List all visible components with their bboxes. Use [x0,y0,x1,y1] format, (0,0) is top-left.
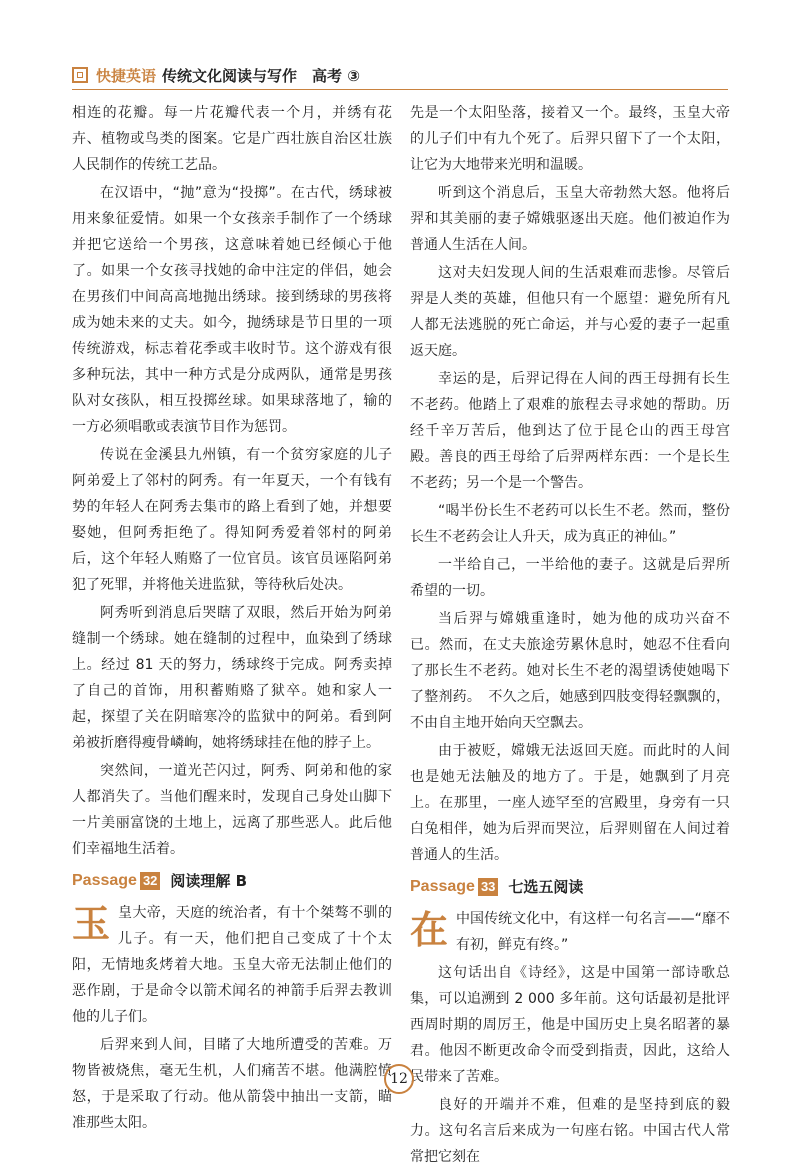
brand-name: 快捷英语 [96,67,157,85]
header-divider [72,89,728,90]
paragraph: 当后羿与嫦娥重逢时，她为他的成功兴奋不已。然而，在丈夫旅途劳累休息时，她忍不住看向了那长生不老药。她对长生不老的渴望诱使她喝下了整剂药。 不久之后，她感到四肢变得轻飘飘的，不由自主地开始向天空飘去。 [410,611,730,731]
paragraph: “喝半份长生不老药可以长生不老。然而，整份长生不老药会让人升天，成为真正的神仙。” [410,503,730,545]
paragraph: 这句话出自《诗经》，这是中国第一部诗歌总集，可以追溯到 2 000 多年前。这句话最初是批评西周时期的周厉王，他是中国历史上臭名昭著的暴君。他因不断更改命令而受到指责，因此，这给人民带来了苦难。 [410,965,730,1085]
book-title: 传统文化阅读与写作 高考 ③ [162,67,360,85]
brand-logo-icon [72,67,88,83]
passage-32-first-paragraph [72,900,392,1030]
first-paragraph-text: 中国传统文化中，有这样一句名言——“靡不有初，鲜克有终。” [456,911,730,953]
paragraph: 良好的开端并不难，但难的是坚持到底的毅力。这句名言后来成为一句座右铭。中国古代人常常把它刻在 [410,1097,730,1165]
paragraph: 阿秀听到消息后哭瞎了双眼，然后开始为阿弟缝制一个绣球。她在缝制的过程中，血染到了绣球上。经过 81 天的努力，绣球终于完成。阿秀卖掉了自己的首饰，用积蓄贿赂了狱卒。她和家人一起，探望了关在阴暗寒冷的监狱中的阿弟。看到阿弟被折磨得瘦骨嶙峋，她将绣球挂在他的脖子上。 [72,605,392,751]
passage-label: Passage [72,872,137,889]
paragraph: 听到这个消息后，玉皇大帝勃然大怒。他将后羿和其美丽的妻子嫦娥驱逐出天庭。他们被迫作为普通人生活在人间。 [410,185,730,253]
paragraph: 相连的花瓣。每一片花瓣代表一个月，并绣有花卉、植物或鸟类的图案。它是广西壮族自治区壮族人民制作的传统工艺品。 [72,105,392,173]
paragraph: 一半给自己，一半给他的妻子。这就是后羿所希望的一切。 [410,557,730,599]
left-column [72,100,392,1138]
drop-cap: 在 [410,907,449,952]
page-header [72,63,728,91]
paragraph: 传说在金溪县九州镇，有一个贫穷家庭的儿子阿弟爱上了邻村的阿秀。有一年夏天，一个有钱有势的年轻人在阿秀去集市的路上看到了她，并想要娶她，但阿秀拒绝了。得知阿秀爱着邻村的阿弟后，这个年轻人贿赂了一位官员。该官员诬陷阿弟犯了死罪，并将他关进监狱，等待秋后处决。 [72,447,392,593]
paragraph: 由于被贬，嫦娥无法返回天庭。而此时的人间也是她无法触及的地方了。于是，她飘到了月亮上。在那里，一座人迹罕至的宫殿里，身旁有一只白兔相伴，她为后羿而哭泣，后羿则留在人间过着普通人的生活。 [410,743,730,863]
passage-number-badge: 32 [140,872,160,890]
paragraph: 后羿来到人间，目睹了大地所遭受的苦难。万物皆被烧焦，毫无生机，人们痛苦不堪。他满腔愤怒，于是采取了行动。他从箭袋中抽出一支箭，瞄准那些太阳。 [72,1037,392,1131]
passage-33-first-paragraph [410,906,730,958]
first-paragraph-text: 皇大帝，天庭的统治者，有十个桀骜不驯的儿子。有一天，他们把自己变成了十个太阳，无情地炙烤着大地。玉皇大帝无法制止他们的恶作剧，于是命令以箭术闻名的神箭手后羿去教训他的儿子们。 [72,905,392,1025]
paragraph: 先是一个太阳坠落，接着又一个。最终，玉皇大帝的儿子们中有九个死了。后羿只留下了一个太阳，让它为大地带来光明和温暖。 [410,105,730,173]
passage-32-heading [72,868,392,894]
right-column [410,100,730,1172]
passage-title: 七选五阅读 [508,878,584,896]
passage-label: Passage [410,878,475,895]
paragraph: 在汉语中，“抛”意为“投掷”。在古代，绣球被用来象征爱情。如果一个女孩亲手制作了一个绣球并把它送给一个男孩，这意味着她已经倾心于他了。如果一个女孩寻找她的命中注定的伴侣，她会在男孩们中间高高地抛出绣球。接到绣球的男孩将成为她未来的丈夫。如今，抛绣球是节日里的一项传统游戏，标志着花季或丰收时节。这个游戏有很多种玩法，其中一种方式是分成两队，通常是男孩队对女孩队，相互投掷丝球。如果球落地了，输的一方必须唱歌或表演节目作为惩罚。 [72,185,392,435]
passage-33-heading [410,874,730,900]
drop-cap: 玉 [72,901,111,946]
page-number: 12 [384,1064,414,1094]
paragraph: 突然间，一道光芒闪过，阿秀、阿弟和他的家人都消失了。当他们醒来时，发现自己身处山脚下一片美丽富饶的土地上，远离了那些恶人。此后他们幸福地生活着。 [72,763,392,857]
paragraph: 幸运的是，后羿记得在人间的西王母拥有长生不老药。他踏上了艰难的旅程去寻求她的帮助。历经千辛万苦后，他到达了位于昆仑山的西王母宫殿。善良的西王母给了后羿两样东西：一个是长生不老药；另一个是一个警告。 [410,371,730,491]
paragraph: 这对夫妇发现人间的生活艰难而悲惨。尽管后羿是人类的英雄，但他只有一个愿望：避免所有凡人都无法逃脱的死亡命运，并与心爱的妻子一起重返天庭。 [410,265,730,359]
passage-title: 阅读理解 B [170,872,248,890]
passage-number-badge: 33 [478,878,498,896]
